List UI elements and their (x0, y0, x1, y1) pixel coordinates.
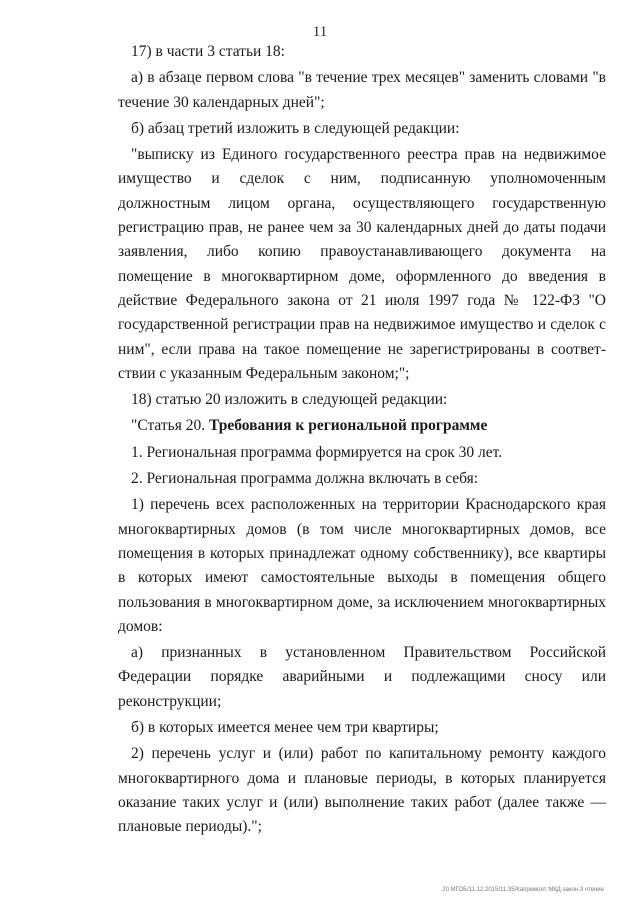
article-heading-prefix: "Статья 20. (131, 417, 209, 435)
paragraph-list-subitem-b: б) в которых имеется менее чем три квартиры; (131, 719, 439, 737)
paragraph-subitem-b: б) абзац третий изложить в следующей редакции: (131, 119, 460, 137)
paragraph-clause-1: 1. Региональная программа формируется на срок 30 лет. (131, 443, 503, 461)
document-body (118, 40, 606, 840)
paragraph-list-item-2: 2) перечень услуг и (или) работ по капитальному ремонту каждого многоквартирного дома и плановые периоды, в которых планируется оказание таких услуг и (или) выполнение таких работ (далее также — плановые периоды)."; (118, 745, 606, 836)
page-number: 11 (312, 24, 328, 40)
paragraph-subitem-a: а) в абзаце первом слова "в течение трех месяцев" заменить словами "в течение 30 календарных дней"; (118, 69, 606, 111)
paragraph-list-subitem-a: а) признанных в установленном Правительством Российской Федерации порядке аварийными и подлежащими сносу или реконструкции; (118, 644, 606, 710)
paragraph-clause-2: 2. Региональная программа должна включать в себя: (131, 470, 479, 488)
paragraph-list-item-1: 1) перечень всех расположенных на территории Краснодарского края многоквартирных домов (в том числе многоквартирных домов, все помещения в которых принадлежат одному собственнику), все квартиры в которых имеют самостоятельные выходы в помещения общего пользования в многоквартирном доме, за исключением многоквартирных домов: (118, 496, 606, 635)
article-heading (118, 414, 606, 438)
paragraph-item-17: 17) в части 3 статьи 18: (131, 43, 285, 60)
article-heading-title: Требования к региональной программе (209, 417, 488, 435)
paragraph-quoted-text: "выписку из Единого государственного реестра прав на недвижимое имущество и сделок с ним, подписанную уполномоченным должностным лицом органа, осуществляющего государственную регистрацию прав, не ранее чем за 30 календарных дней до даты подачи заявления, либо копию правоустанавливающего документа на помещение в многоквартирном доме, оформленного до введения в действие Федерального закона от 21 июля 1997 года № 122-ФЗ "О государственной регистрации прав на недвижимое имущество и сделок с ним", если права на такое помещение не зарегистрированы в соответствии с указанным Федеральным законом;"; (118, 146, 606, 382)
document-footer: 20.МГОБ/11.12.2015/11:35/Капремонт МКД-закон 3 чтение (442, 887, 604, 893)
paragraph-item-18: 18) статью 20 изложить в следующей редакции: (131, 391, 448, 409)
